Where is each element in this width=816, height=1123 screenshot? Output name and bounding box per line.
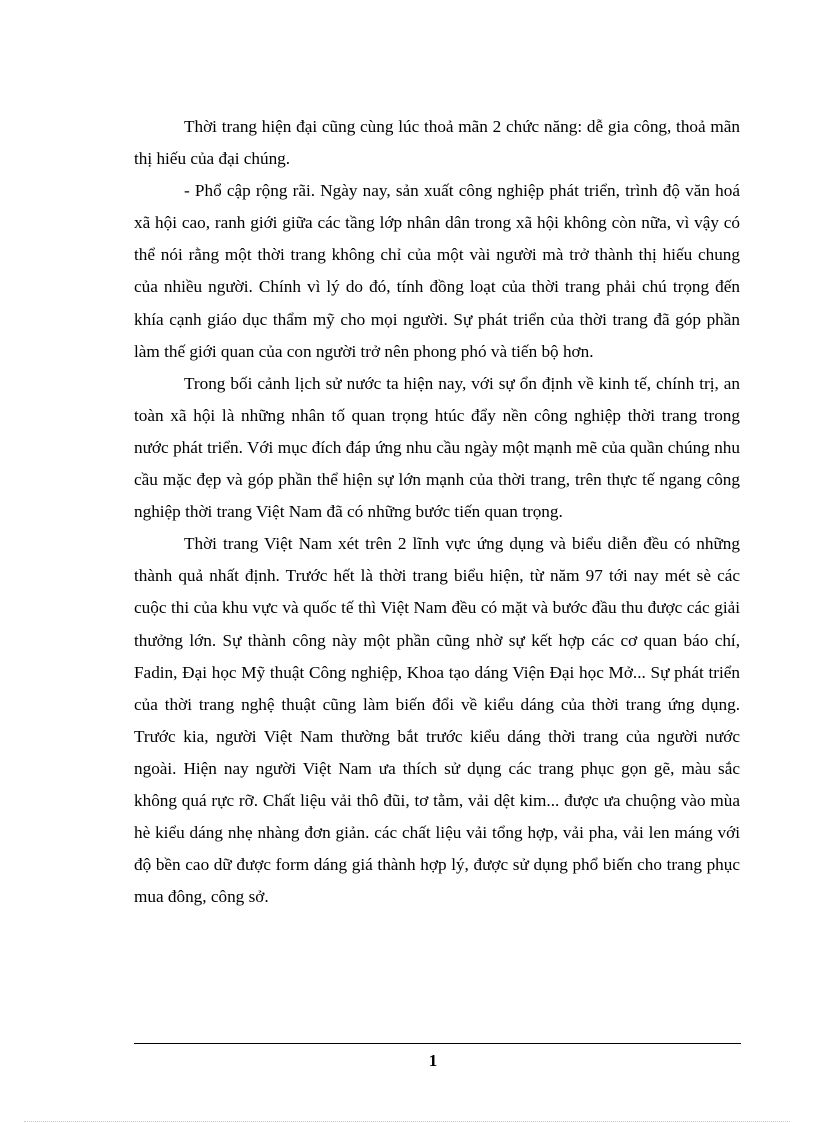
paragraph-2: - Phổ cập rộng rãi. Ngày nay, sản xuất công nghiệp phát triển, trình độ văn hoá xã hội cao, ranh giới giữa các tầng lớp nhân dân trong xã hội không còn nữa, vì vậy có thể nói rằng một thời trang không chỉ của một vài người mà trở thành thị hiếu chung của nhiều người. Chính vì lý do đó, tính đồng loạt của thời trang phải chú trọng đến khía cạnh giáo dục thẩm mỹ cho mọi người. Sự phát triển của thời trang đã góp phần làm thế giới quan của con người trở nên phong phó và tiến bộ hơn. [134,181,740,361]
footer-divider [134,1043,741,1044]
paragraph-1: Thời trang hiện đại cũng cùng lúc thoả mãn 2 chức năng: dễ gia công, thoả mãn thị hiếu của đại chúng. [134,117,740,169]
paragraph-4: Thời trang Việt Nam xét trên 2 lĩnh vực ứng dụng và biểu diễn đều có những thành quả nhất định. Trước hết là thời trang biểu hiện, từ năm 97 tới nay mét sè các cuộc thi của khu vực và quốc tế thì Việt Nam đều có mặt và bước đầu thu được các giải thưởng lớn. Sự thành công này một phần cũng nhờ sự kết hợp các cơ quan báo chí, Fadin, Đại học Mỹ thuật Công nghiệp, Khoa tạo dáng Viện Đại học Mở... Sự phát triển của thời trang nghệ thuật cũng làm biến đổi về kiểu dáng của thời trang ứng dụng. Trước kia, người Việt Nam thường bắt trước kiểu dáng thời trang của người nước ngoài. Hiện nay người Việt Nam ưa thích sử dụng các trang phục gọn gẽ, màu sắc không quá rực rỡ. Chất liệu vải thô đũi, tơ tằm, vải dệt kim... được ưa chuộng vào mùa hè kiểu dáng nhẹ nhàng đơn giản. các chất liệu vải tổng hợp, vải pha, vải len máng với độ bền cao dữ được form dáng giá thành hợp lý, được sử dụng phổ biến cho trang phục mua đông, công sở. [134,534,740,907]
paragraph-3: Trong bối cảnh lịch sử nước ta hiện nay, với sự ổn định về kinh tế, chính trị, an toàn xã hội là những nhân tố quan trọng htúc đẩy nền công nghiệp thời trang trong nước phát triển. Với mục đích đáp ứng nhu cầu ngày một mạnh mẽ của quần chúng nhu cầu mặc đẹp và góp phần thể hiện sự lớn mạnh của thời trang, trên thực tế ngang công nghiệp thời trang Việt Nam đã có những bước tiến quan trọng. [134,373,740,522]
page-number: 1 [428,1051,438,1070]
body-text [134,111,740,913]
page-bottom-edge [24,1121,790,1122]
